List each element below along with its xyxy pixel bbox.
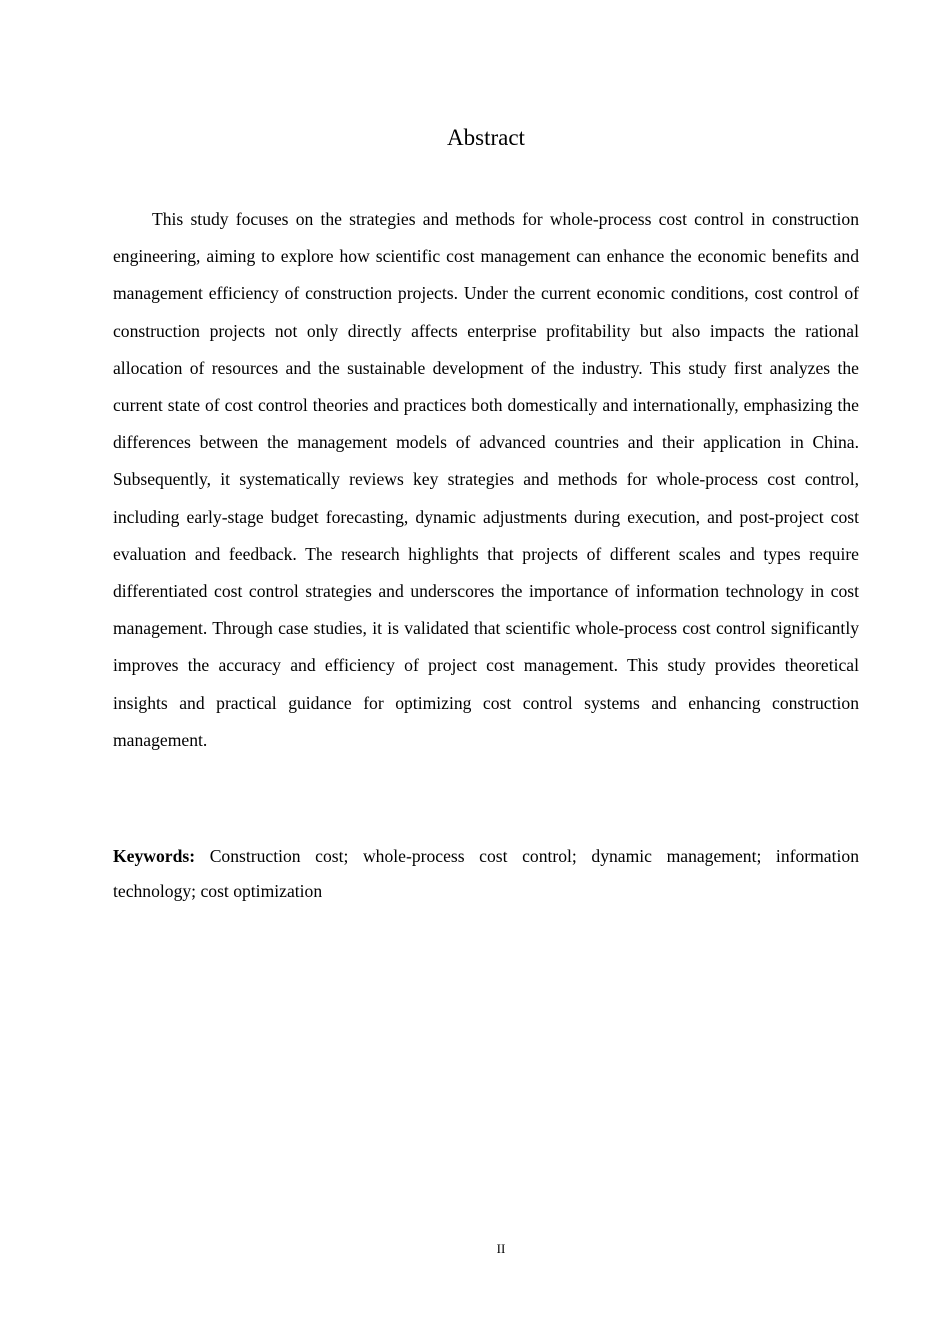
keywords-label: Keywords: — [113, 846, 196, 866]
page-number: II — [496, 1241, 506, 1256]
keywords-paragraph — [113, 839, 859, 909]
abstract-body: This study focuses on the strategies and methods for whole-process cost control in construction engineering, aiming to explore how scientific cost management can enhance the economic benefits and management efficiency of construction projects. Under the current economic conditions, cost control of construction projects not only directly affects enterprise profitability but also impacts the rational allocation of resources and the sustainable development of the industry. This study first analyzes the current state of cost control theories and practices both domestically and internationally, emphasizing the differences between the management models of advanced countries and their application in China. Subsequently, it systematically reviews key strategies and methods for whole-process cost control, including early-stage budget forecasting, dynamic adjustments during execution, and post-project cost evaluation and feedback. The research highlights that projects of different scales and types require differentiated cost control strategies and underscores the importance of information technology in cost management. Through case studies, it is validated that scientific whole-process cost control significantly improves the accuracy and efficiency of project cost management. This study provides theoretical insights and practical guidance for optimizing cost control systems and enhancing construction management. — [113, 209, 859, 750]
keywords-text: Construction cost; whole-process cost control; dynamic management; information technology; cost optimization — [113, 846, 859, 901]
abstract-title: Abstract — [447, 125, 525, 150]
